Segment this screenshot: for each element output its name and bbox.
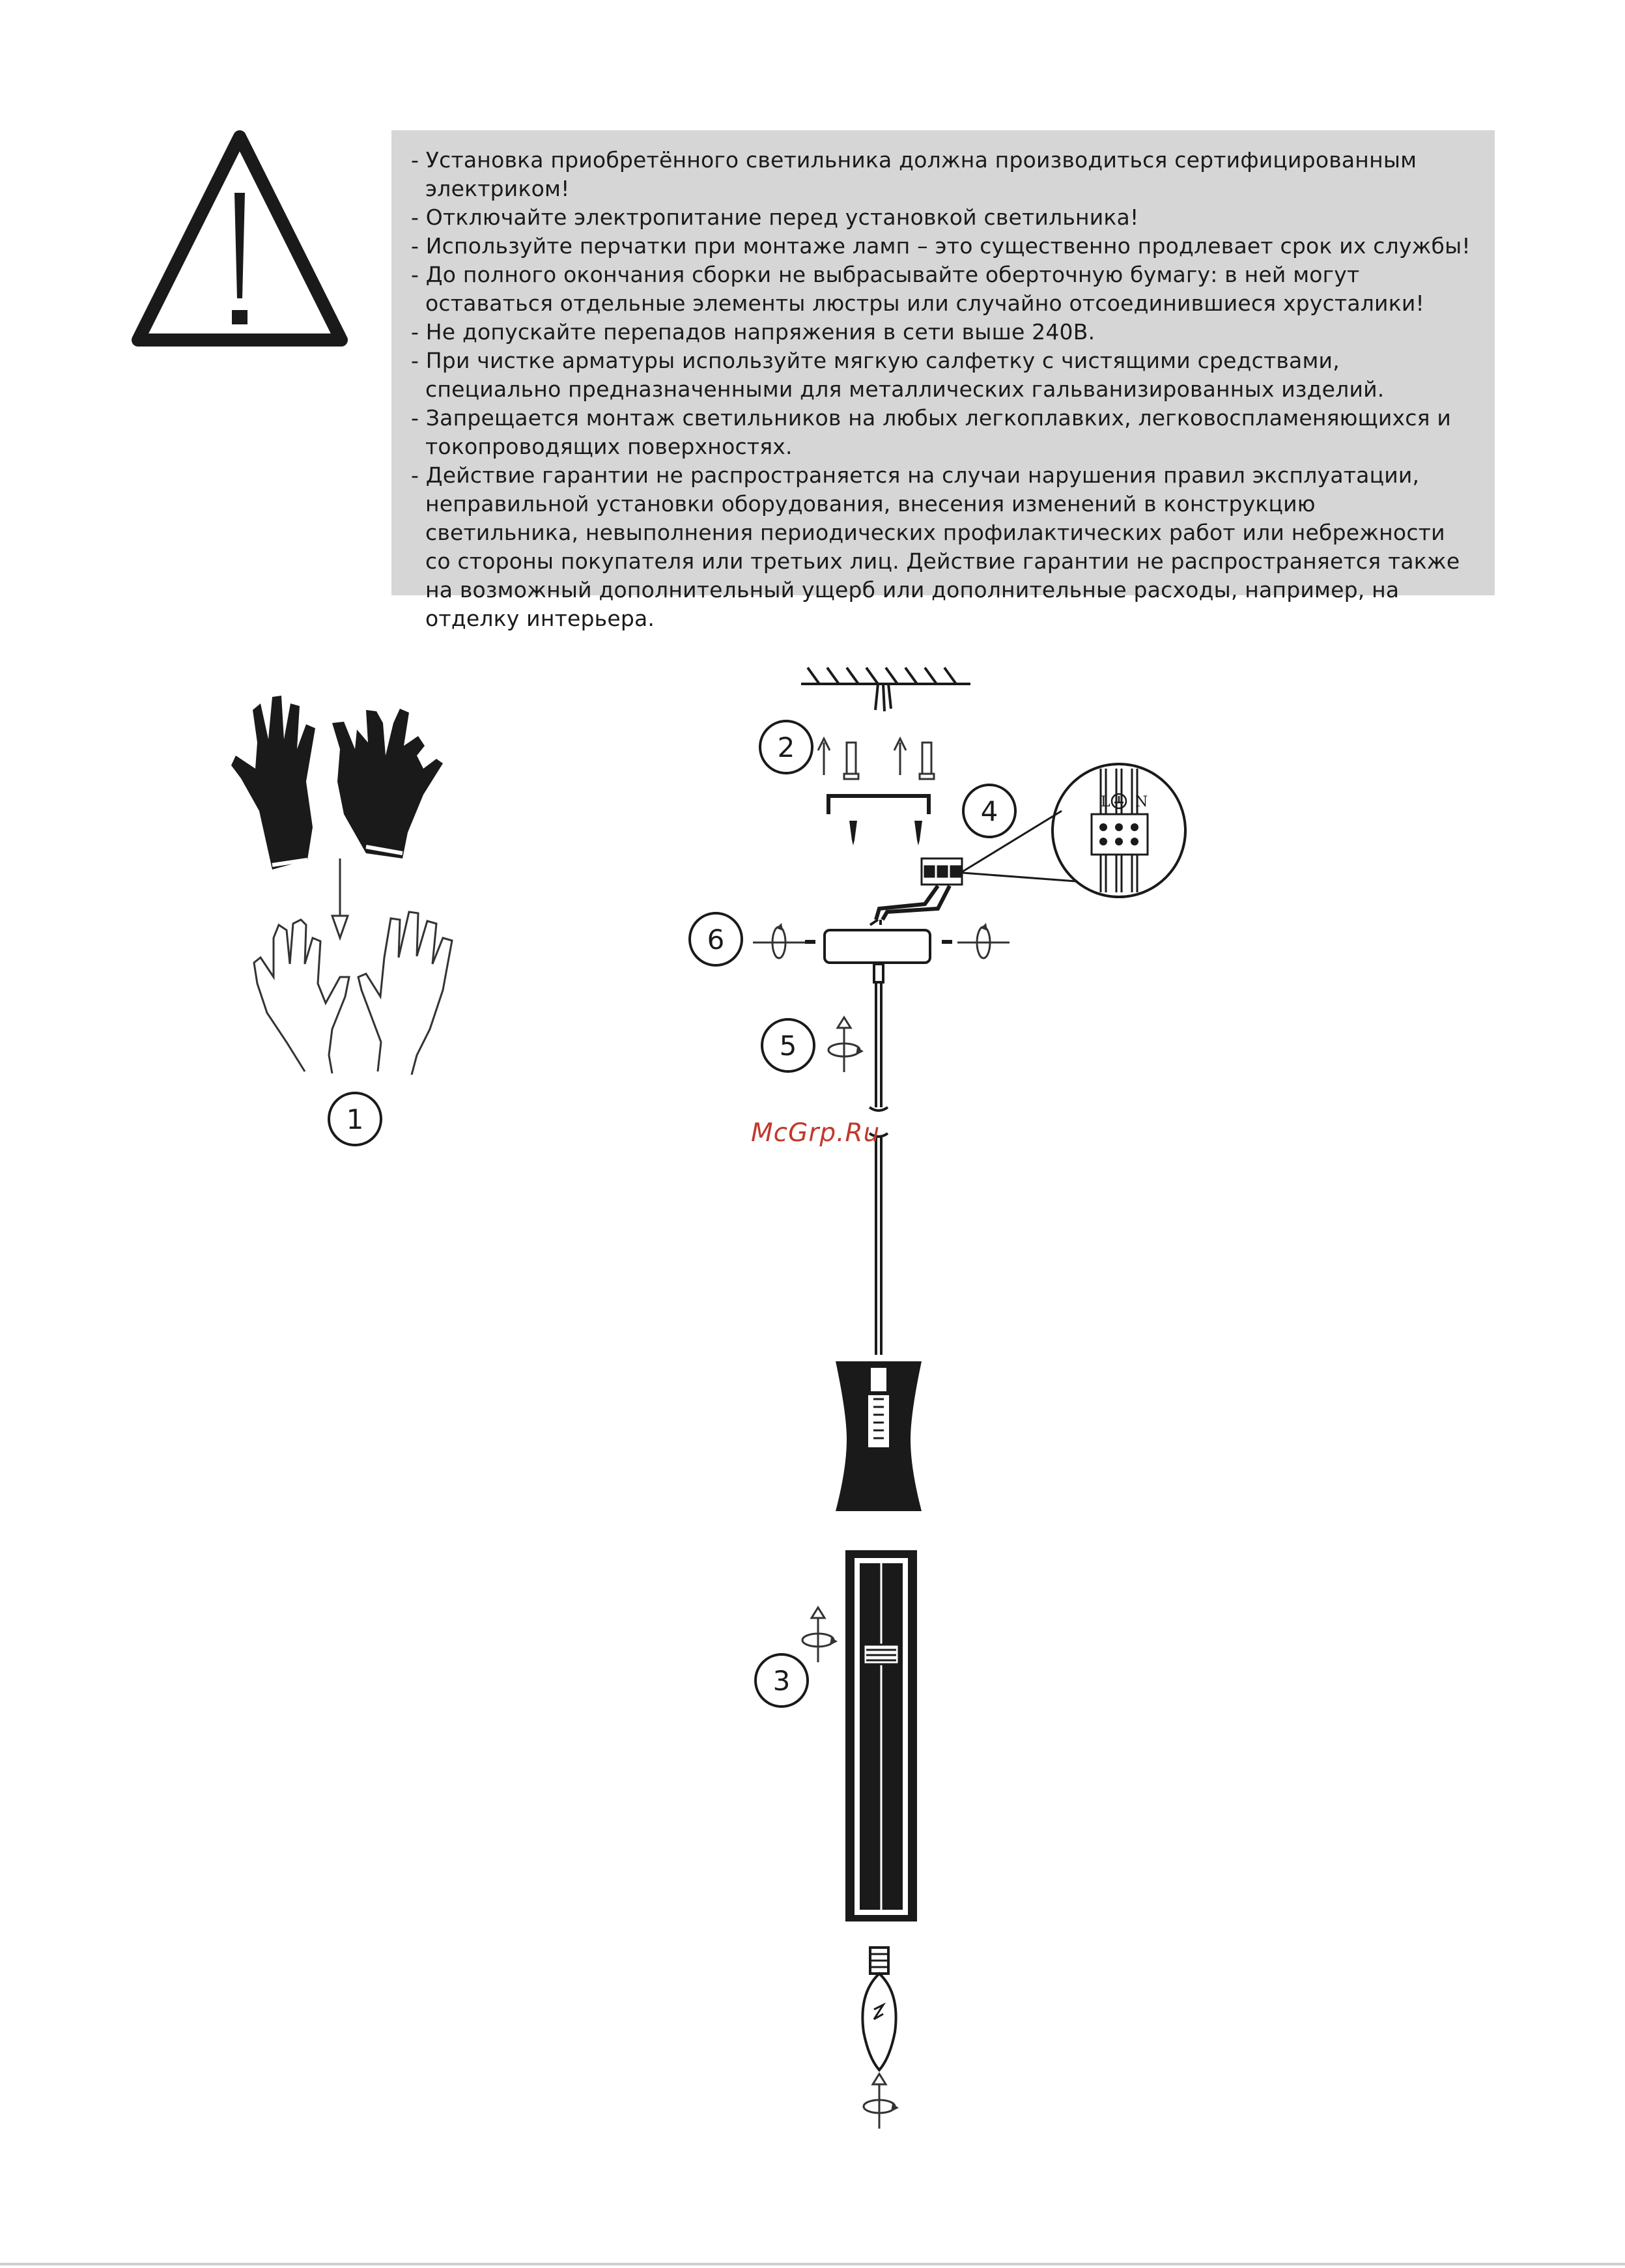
bottom-divider: [0, 2263, 1625, 2265]
step-1-callout: [329, 1093, 381, 1145]
step-number: 6: [707, 924, 725, 956]
step-6-callout: [690, 913, 742, 965]
rotate-icon: [864, 2074, 899, 2129]
ceiling-icon: [801, 668, 970, 711]
step-number: 5: [779, 1030, 797, 1062]
shade-tube: [845, 1550, 917, 1921]
step-2-callout: [760, 721, 812, 773]
terminal-detail: [963, 764, 1185, 897]
step-3-callout: [756, 1654, 808, 1707]
gloves-icon: [231, 696, 443, 870]
warning-rule: - При чистке арматуры используйте мягкую салфетку с чистящими средствами, специально предназначенными для металлических гальванизированных изделий.: [411, 348, 1385, 402]
mounting-bracket: [828, 796, 929, 814]
step-number: 4: [980, 795, 998, 827]
terminal-label-l: L: [1101, 794, 1110, 810]
suspension-cord: [869, 964, 888, 1355]
warning-rule: - Запрещается монтаж светильников на любых легкоплавких, легковоспламеняющихся и токопроводящих поверхностях.: [411, 405, 1452, 459]
screw-icon: [849, 821, 922, 845]
watermark-text: McGrp.Ru: [751, 1118, 881, 1148]
step-5-callout: [762, 1019, 814, 1071]
step-4-callout: [963, 785, 1015, 837]
arrow-down-icon: [332, 858, 348, 938]
terminal-block: [922, 858, 962, 885]
warning-rule: - Не допускайте перепадов напряжения в сети выше 240В.: [411, 319, 1095, 345]
rotate-icon: [957, 923, 1010, 958]
wires: [876, 886, 950, 920]
screw-icon: [818, 739, 934, 779]
step-number: 3: [772, 1665, 791, 1697]
rotate-icon: [828, 1017, 864, 1072]
rotate-icon: [802, 1608, 838, 1662]
warning-rule: - Используйте перчатки при монтаже ламп – это существенно продлевает срок их службы!: [411, 233, 1471, 259]
lampholder: [836, 1361, 922, 1511]
step-number: 1: [346, 1103, 364, 1135]
rotate-icon: [753, 923, 805, 958]
terminal-label-n: N: [1135, 794, 1148, 810]
bulb-icon: [862, 1948, 896, 2070]
canopy: [805, 920, 952, 963]
warning-rule: - Отключайте электропитание перед установкой светильника!: [411, 205, 1139, 230]
warning-rule: - Установка приобретённого светильника должна производиться сертифицированным электриком!: [411, 147, 1417, 201]
warning-rule: - До полного окончания сборки не выбрасывайте оберточную бумагу: в ней могут оставаться отдельные элементы люстры или случайно отсоединившиеся хрусталики!: [411, 262, 1424, 316]
step-number: 2: [777, 731, 795, 763]
hands-icon: [254, 912, 452, 1075]
warning-rule: - Действие гарантии не распространяется на случаи нарушения правил эксплуатации, неправильной установки оборудования, внесения изменений в конструкцию светильника, невыполнения периодических профилактических работ или небрежности со стороны покупателя или третьих лиц. Действие гарантии не распространяется также на возможный дополнительный ущерб или дополнительные расходы, например, на отделку интерьера.: [411, 462, 1460, 631]
